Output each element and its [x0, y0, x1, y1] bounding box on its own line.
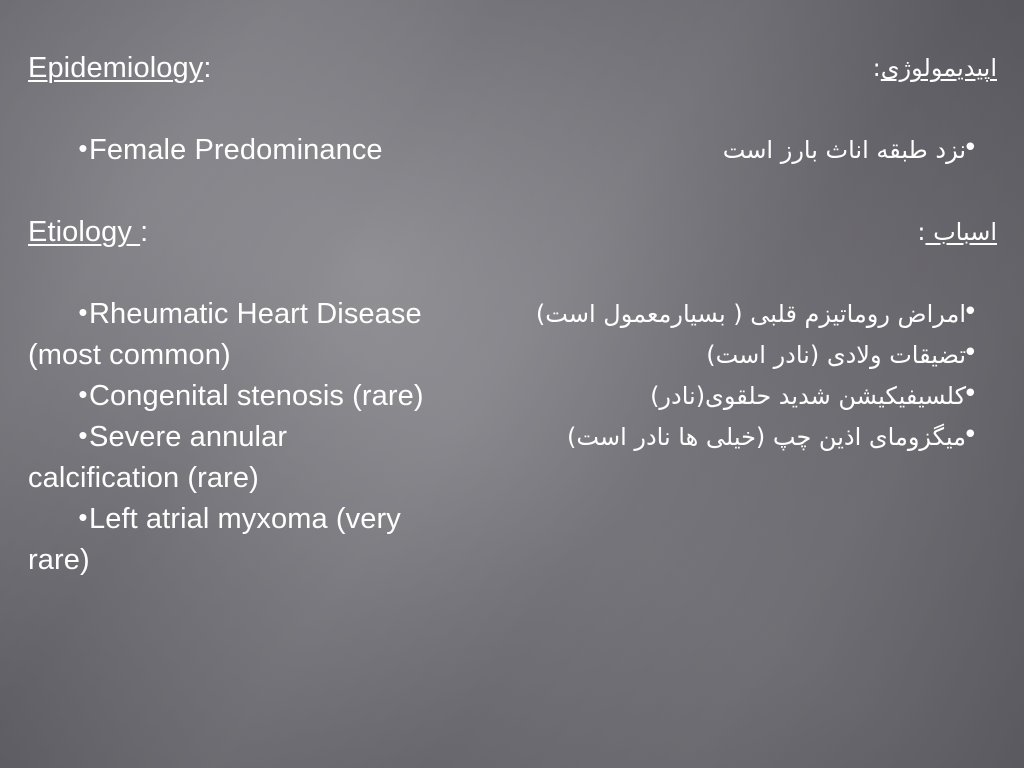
- epidemiology-heading-colon: :: [203, 52, 212, 84]
- etiology-list-item: [28, 376, 488, 417]
- etiology-item-text-2: Congenital stenosis (rare): [89, 380, 424, 412]
- etiology-item-text-4-part-2: rare): [28, 544, 90, 576]
- etiology-list-item: [28, 294, 488, 376]
- epidemiology-heading: [28, 48, 211, 89]
- epidemiology-heading-text: Epidemiology: [28, 52, 204, 84]
- persian-etiology-heading-colon: :: [917, 218, 926, 246]
- bullet-icon: •: [962, 420, 978, 450]
- bullet-icon: •: [962, 338, 978, 368]
- etiology-list-item: [28, 417, 488, 499]
- etiology-list: [28, 294, 488, 581]
- epidemiology-list-item: [28, 130, 498, 171]
- persian-etiology-list-item: [525, 376, 997, 417]
- etiology-item-first-line: [28, 499, 488, 540]
- persian-content-column: [527, 48, 997, 458]
- persian-epidemiology-heading-text: اپیدیمولوژی: [880, 54, 997, 82]
- etiology-item-first-line: [28, 294, 488, 335]
- bullet-icon: •: [78, 297, 88, 327]
- etiology-heading-text: Etiology: [28, 216, 141, 248]
- persian-etiology-item-text-4: میگزومای اذین چپ (خیلی ها نادر است): [567, 423, 966, 451]
- section-spacer: [28, 171, 498, 212]
- persian-epidemiology-list-item: [527, 130, 997, 171]
- persian-etiology-item-text-2: تضیقات ولادی (نادر است): [706, 341, 966, 369]
- section-spacer: [527, 89, 997, 130]
- persian-etiology-heading: [917, 212, 997, 253]
- etiology-heading: [28, 212, 148, 253]
- bullet-icon: •: [962, 133, 978, 163]
- persian-etiology-item-text-3: کلسیفیکیشن شدید حلقوی(نادر): [650, 382, 966, 410]
- bullet-icon: •: [78, 420, 88, 450]
- etiology-list-item: [28, 499, 488, 581]
- etiology-item-text-1-part-1: Rheumatic Heart Disease: [89, 298, 422, 330]
- persian-etiology-list-item: [525, 294, 997, 335]
- persian-etiology-list: [525, 294, 997, 458]
- bullet-icon: •: [78, 379, 88, 409]
- section-spacer: [527, 171, 997, 212]
- persian-etiology-list-item: [525, 417, 997, 458]
- bullet-icon: •: [962, 297, 978, 327]
- section-spacer: [28, 253, 498, 294]
- section-spacer: [28, 89, 498, 130]
- bullet-icon: •: [78, 133, 88, 163]
- etiology-heading-colon: :: [140, 216, 149, 248]
- epidemiology-item-text: Female Predominance: [89, 134, 383, 166]
- etiology-item-line: [28, 376, 488, 417]
- persian-etiology-list-item: [525, 335, 997, 376]
- etiology-item-text-1-part-2: (most common): [28, 339, 231, 371]
- persian-etiology-heading-text: اسباب: [925, 218, 997, 246]
- bullet-icon: •: [962, 379, 978, 409]
- persian-epidemiology-heading: [873, 48, 997, 89]
- etiology-item-text-3-part-1: Severe annular: [89, 421, 288, 453]
- section-spacer: [527, 253, 997, 294]
- etiology-item-first-line: [28, 417, 488, 458]
- bullet-icon: •: [78, 502, 88, 532]
- english-content-column: [28, 48, 498, 581]
- persian-epidemiology-heading-colon: :: [872, 54, 881, 82]
- persian-epidemiology-item-text: نزد طبقه اناث بارز است: [722, 136, 966, 164]
- etiology-item-text-4-part-1: Left atrial myxoma (very: [89, 503, 401, 535]
- etiology-item-text-3-part-2: calcification (rare): [28, 462, 259, 494]
- persian-etiology-item-text-1: امراض روماتیزم قلبی ( بسیارمعمول است): [535, 300, 966, 328]
